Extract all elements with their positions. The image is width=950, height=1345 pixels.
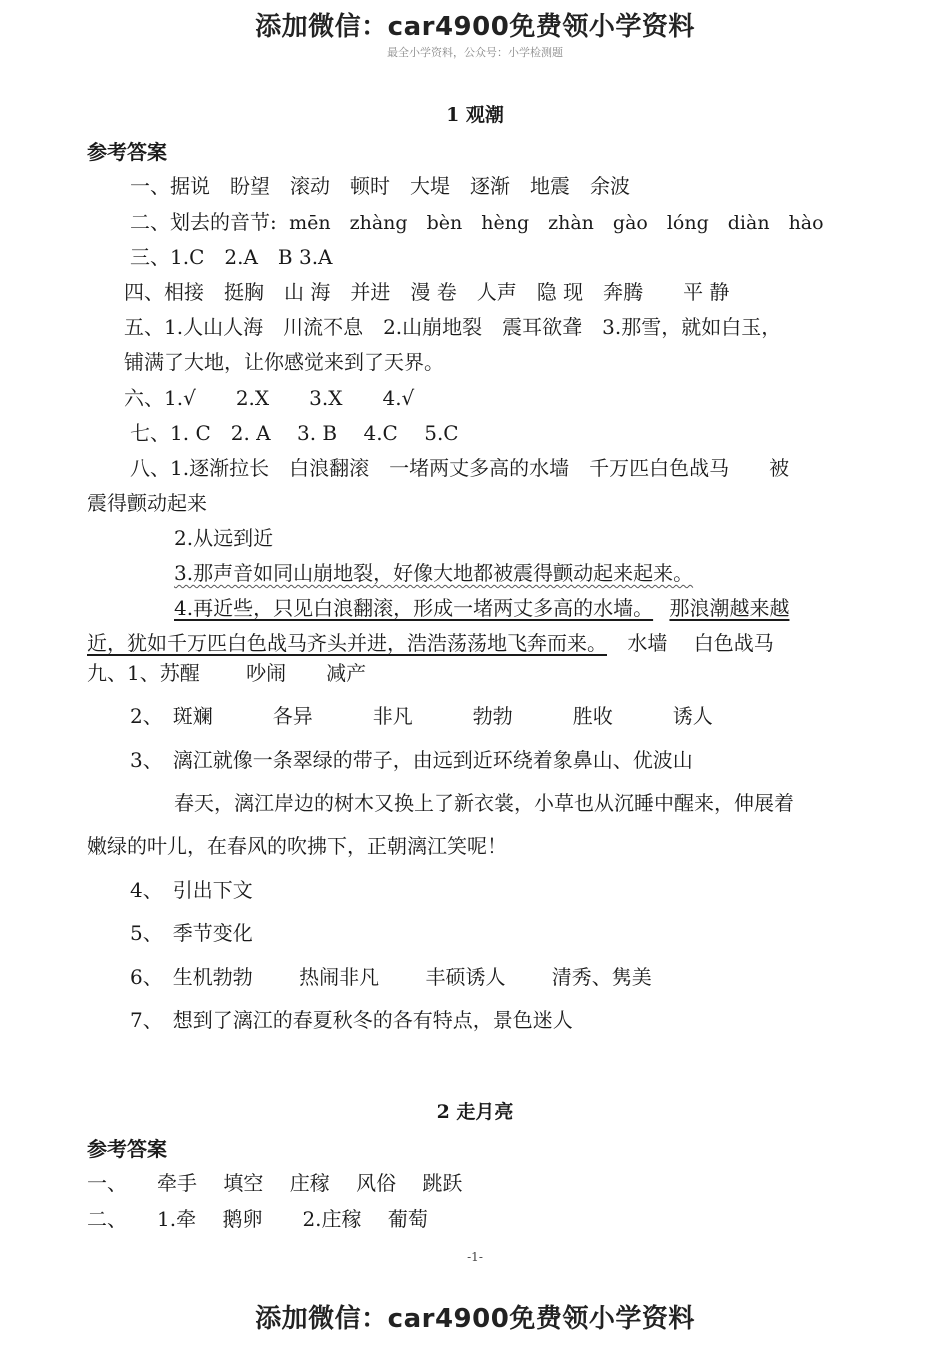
answer-q2 — [130, 206, 824, 235]
section2-q1: 一、 牵手 填空 庄稼 风俗 跳跃 — [87, 1171, 463, 1195]
answer-q9-5: 5、 季节变化 — [130, 921, 253, 945]
answer-q9-3-para1: 春天，漓江岸边的树木又换上了新衣裳，小草也从沉睡中醒来，伸展着 — [174, 791, 794, 815]
section2-answer-label: 参考答案 — [87, 1137, 167, 1161]
answer-q9-7: 7、 想到了漓江的春夏秋冬的各有特点，景色迷人 — [130, 1008, 573, 1032]
answer-q8-line1: 八、1.逐渐拉长 白浪翻滚 一堵两丈多高的水墙 千万匹白色战马 被 — [130, 456, 790, 480]
answer-q7: 七、1. C 2. A 3. B 4.C 5.C — [130, 421, 459, 445]
answer-q8-4-underlined: 4.再近些，只见白浪翻滚，形成一堵两丈多高的水墙。 — [174, 596, 654, 620]
answer-q6: 六、1.√ 2.X 3.X 4.√ — [124, 386, 415, 410]
answer-q9-2: 2、 斑斓 各异 非凡 勃勃 胜收 诱人 — [130, 704, 713, 728]
answer-q2-pinyin: mēn zhàng bèn hèng zhàn gào lóng diàn hào — [289, 212, 824, 234]
answer-q9-1: 九、1、苏醒 吵闹 减产 — [87, 661, 367, 685]
section1-answer-label: 参考答案 — [87, 140, 167, 164]
answer-q9-3: 3、 漓江就像一条翠绿的带子，由远到近环绕着象鼻山、优波山 — [130, 748, 693, 772]
section2-q2: 二、 1.牵 鹅卵 2.庄稼 葡萄 — [87, 1207, 428, 1231]
answer-q8-4-line2 — [87, 627, 774, 656]
answer-q8-4-tail: 那浪潮越来越 — [669, 596, 790, 620]
answer-q8-line2: 震得颤动起来 — [87, 491, 207, 515]
section2-title: 2 走月亮 — [436, 1101, 514, 1123]
section1-title: 1 观潮 — [446, 104, 504, 126]
answer-q8-3: 3.那声音如同山崩地裂，好像大地都被震得颤动起来起来。 — [174, 561, 694, 585]
answer-q9-4: 4、 引出下文 — [130, 878, 253, 902]
answer-q8-2: 2.从远到近 — [174, 526, 274, 550]
answer-q8-4-line1 — [174, 592, 789, 621]
page-number: -1- — [467, 1250, 483, 1264]
answer-q4: 四、相接 挺胸 山 海 并进 漫 卷 人声 隐 现 奔腾 平 静 — [124, 280, 730, 304]
answer-q3: 三、1.C 2.A B 3.A — [130, 245, 333, 269]
answer-q8-4-underlined-2: 近，犹如千万匹白色战马齐头并进，浩浩荡荡地飞奔而来。 — [87, 631, 607, 655]
top-banner: 添加微信：car4900免费领小学资料 — [255, 12, 695, 42]
answer-q9-6: 6、 生机勃勃 热闹非凡 丰硕诱人 清秀、隽美 — [130, 965, 652, 989]
answer-q9-3-para2: 嫩绿的叶儿，在春风的吹拂下，正朝漓江笑呢！ — [87, 834, 507, 858]
answer-q5-line2: 铺满了大地，让你感觉来到了天界。 — [124, 350, 444, 374]
bottom-banner: 添加微信：car4900免费领小学资料 — [255, 1304, 695, 1334]
answer-q2-prefix: 二、划去的音节: — [130, 210, 277, 234]
answer-q8-4-tail-2: 水墙 白色战马 — [627, 631, 774, 655]
watermark: 最全小学资料，公众号：小学检测题 — [387, 46, 563, 59]
answer-q1: 一、据说 盼望 滚动 顿时 大堤 逐渐 地震 余波 — [130, 174, 630, 198]
answer-q5-line1: 五、1.人山人海 川流不息 2.山崩地裂 震耳欲聋 3.那雪，就如白玉， — [124, 315, 782, 339]
